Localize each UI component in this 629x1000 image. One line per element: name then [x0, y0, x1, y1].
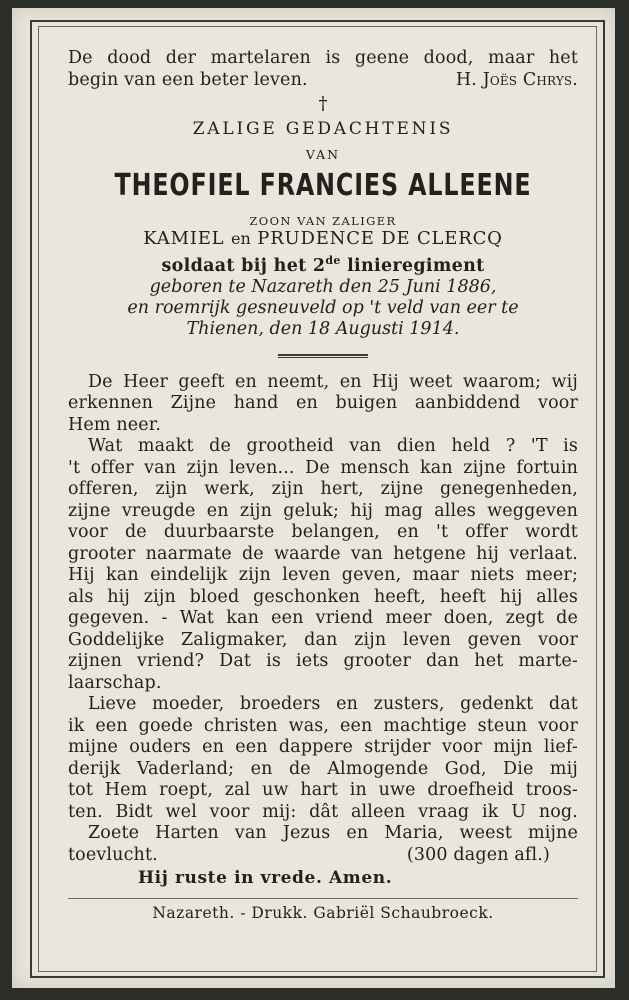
cross-icon: †: [318, 93, 328, 114]
birth-death-info: [68, 277, 578, 340]
p2-line: Wat maakt de grootheid van dien held ? 'T is: [88, 436, 578, 457]
p2-line: 't offer van zijn leven... De mensch kan zijne fortuin: [68, 457, 578, 478]
p2-line: offeren, zijn werk, zijn hert, zijne genegenheden,: [68, 479, 578, 500]
p1-line: erkennen Zijne hand en buigen aanbiddend voor: [68, 393, 578, 414]
footer-divider: [68, 898, 578, 899]
van-label: VAN: [305, 147, 341, 162]
and-word: en: [230, 229, 251, 248]
p4-line: Zoete Harten van Jezus en Maria, weest mijne: [88, 823, 578, 844]
p2-line: laarschap.: [68, 672, 162, 693]
quote-author: H. Joës Chrys.: [455, 69, 578, 90]
son-of-label: ZOON VAN ZALIGER: [249, 214, 397, 228]
regiment-sup: de: [325, 254, 341, 267]
p2-line: zijnen vriend? Dat is iets grooter dan het marte-: [68, 651, 578, 672]
quote-text-end: begin van een beter leven.: [68, 69, 308, 90]
p3-line: mijne ouders en een dappere strijder voor mijn lief-: [68, 737, 578, 758]
quote-line-2: [68, 70, 578, 92]
p3-line: tot Hem roept, zal uw hart in uwe droefheid troos-: [68, 780, 578, 801]
p4-line-end: toevlucht.: [68, 844, 158, 865]
regiment-post: linieregiment: [340, 255, 485, 276]
birth-line: geboren te Nazareth den 25 Juni 1886,: [149, 276, 497, 297]
p2-line: Goddelijke Zaligmaker, dan zijn leven geven voor: [68, 629, 578, 650]
p2-line: grooter naarmate de waarde van hetgene hij verlaat.: [68, 543, 578, 564]
p3-line: ten. Bidt wel voor mij: dât alleen vraag ik U nog.: [68, 801, 578, 822]
p2-line: gegeven. - Wat kan een vriend meer doen, zegt de: [68, 608, 578, 629]
p2-line: voor de duurbaarste belangen, en 't offer wordt: [68, 522, 578, 543]
p1-line: Hem neer.: [68, 414, 162, 435]
indulgence-note: (300 dagen afl.): [406, 844, 550, 865]
divider-rule: [278, 354, 368, 358]
p3-line: derijk Vaderland; en de Almogende God, Die mij: [68, 758, 578, 779]
quote-line-1: De dood der martelaren is geene dood, maar het: [68, 48, 578, 68]
father-name: KAMIEL: [143, 228, 225, 249]
deceased-name: THEOFIEL FRANCIES ALLEENE: [114, 168, 532, 203]
mother-name: PRUDENCE DE CLERCQ: [257, 228, 503, 249]
body-text: [68, 372, 578, 867]
p2-line: zijne vreugde en zijn geluk; hij mag alles weggeven: [68, 500, 578, 521]
p4-last-line: [68, 845, 578, 867]
p3-line: ik een goede christen was, een machtige steun voor: [68, 715, 578, 736]
card-content: [68, 48, 578, 888]
p1-line: De Heer geeft en neemt, en Hij weet waarom; wij: [88, 371, 578, 392]
memoriam-heading: ZALIGE GEDACHTENIS: [192, 119, 454, 139]
printer-imprint: Nazareth. - Drukk. Gabriël Schaubroeck.: [152, 904, 494, 922]
p3-line: Lieve moeder, broeders en zusters, gedenkt dat: [88, 694, 578, 715]
closing-prayer: Hij ruste in vrede. Amen.: [138, 868, 393, 889]
regiment-line: [68, 250, 578, 277]
p2-line: als hij zijn bloed geschonken heeft, heeft hij alles: [68, 586, 578, 607]
death-line-1: en roemrijk gesneuveld op 't veld van eer te: [127, 297, 519, 318]
regiment-pre: soldaat bij het 2: [161, 255, 326, 276]
death-line-2: Thienen, den 18 Augusti 1914.: [186, 318, 460, 339]
p2-line: Hij kan eindelijk zijn leven geven, maar niets meer;: [68, 565, 578, 586]
parents-names: [68, 228, 578, 250]
